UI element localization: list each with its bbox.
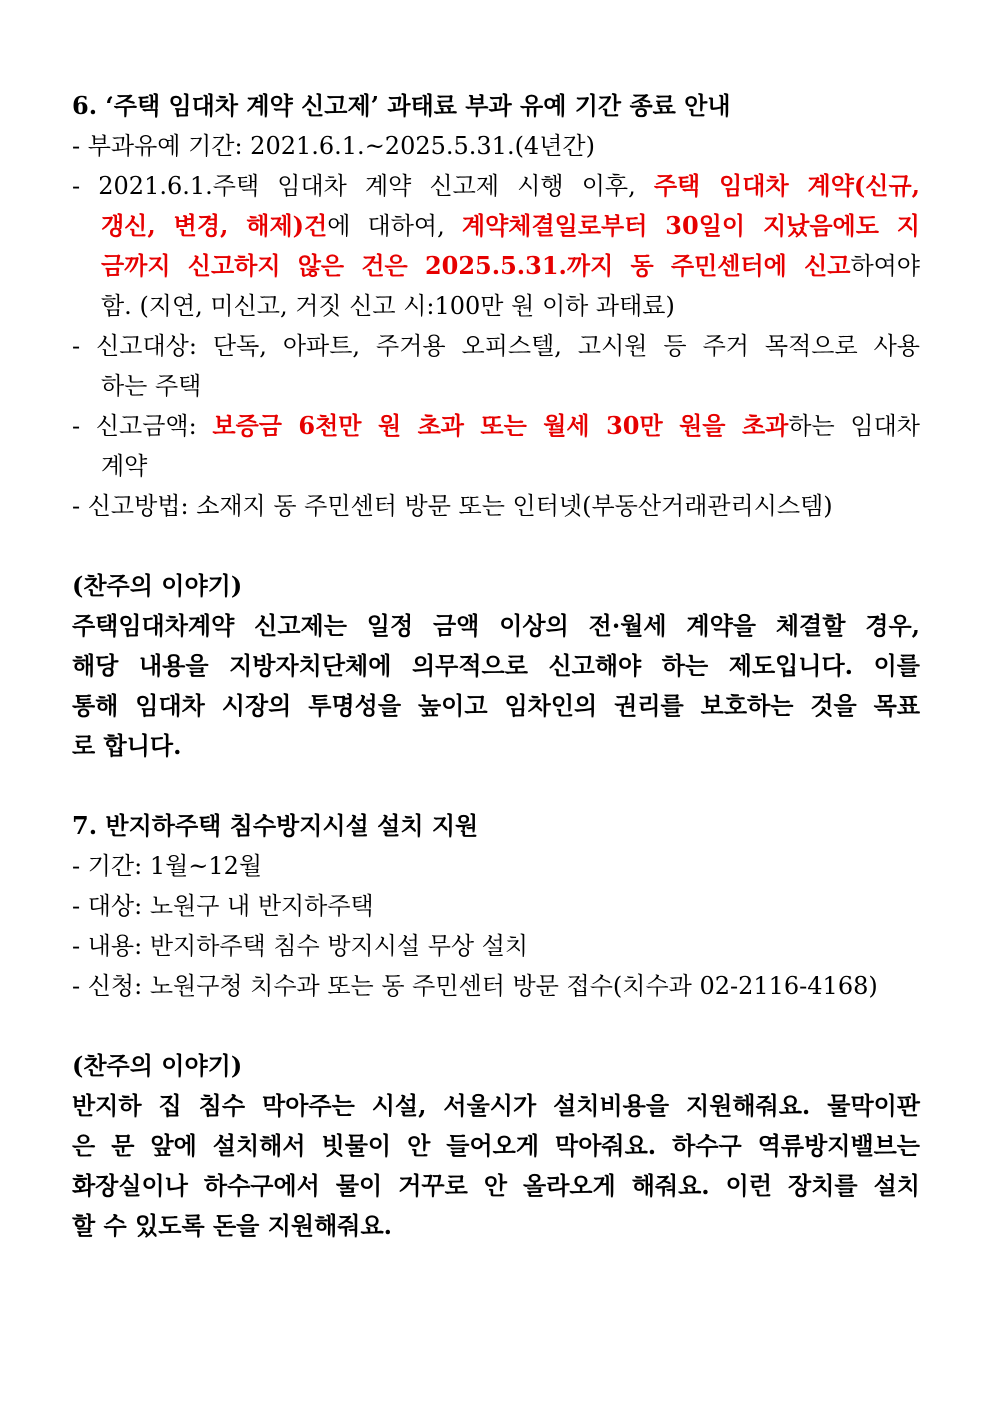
section6-item-target: - 신고대상: 단독, 아파트, 주거용 오피스텔, 고시원 등 주거 목적으로 사용 하는 주택 bbox=[72, 332, 920, 400]
story2-heading: (찬주의 이야기) bbox=[72, 1051, 243, 1080]
section7-item-content: - 내용: 반지하주택 침수 방지시설 무상 설치 bbox=[72, 932, 529, 960]
section6-item-contract-line2: 갱신, 변경, 해제)건에 대하여, 계약체결일로부터 30일이 지났음에도 지 bbox=[101, 211, 920, 240]
section6-title: 6. ‘주택 임대차 계약 신고제’ 과태료 부과 유예 기간 종료 안내 bbox=[72, 91, 731, 120]
story1-heading: (찬주의 이야기) bbox=[72, 571, 243, 600]
document-page bbox=[72, 86, 920, 1246]
section6-item-contract bbox=[72, 166, 920, 326]
section6-item-contract-line3: 금까지 신고하지 않은 건은 2025.5.31.까지 동 주민센터에 신고하여야 bbox=[101, 251, 920, 280]
section6-item-period: - 부과유예 기간: 2021.6.1.~2025.5.31.(4년간) bbox=[72, 132, 595, 160]
section7-item-target: - 대상: 노원구 내 반지하주택 bbox=[72, 892, 374, 920]
section6-item-contract-line4: 함. (지연, 미신고, 거짓 신고 시:100만 원 이하 과태료) bbox=[101, 292, 675, 320]
highlight-contract-types: 주택 임대차 계약(신규, bbox=[653, 171, 920, 200]
section6-item-amount: - 신고금액: 보증금 6천만 원 초과 또는 월세 30만 원을 초과하는 임대차 계약 bbox=[72, 411, 920, 480]
highlight-30days: 계약체결일로부터 30일이 지났음에도 지 bbox=[461, 211, 920, 240]
story2-paragraph: 반지하 집 침수 막아주는 시설, 서울시가 설치비용을 지원해줘요. 물막이판 은 문 앞에 설치해서 빗물이 안 들어오게 막아줘요. 하수구 역류방지밸브는 화장실이나 하수구에서 물이 거꾸로 안 올라오게 해줘요. 이런 장치를 설치 할 수 있도록 돈을 지원해줘요. bbox=[72, 1091, 920, 1240]
highlight-amount: 보증금 6천만 원 초과 또는 월세 30만 원을 초과 bbox=[212, 411, 789, 440]
section6-item-method: - 신고방법: 소재지 동 주민센터 방문 또는 인터넷(부동산거래관리시스템) bbox=[72, 492, 833, 520]
section7-title: 7. 반지하주택 침수방지시설 설치 지원 bbox=[72, 811, 479, 840]
section7-item-period: - 기간: 1월~12월 bbox=[72, 852, 263, 880]
section6-item-contract-line1: - 2021.6.1.주택 임대차 계약 신고제 시행 이후, 주택 임대차 계약(신규, bbox=[72, 171, 920, 200]
story1-paragraph: 주택임대차계약 신고제는 일정 금액 이상의 전·월세 계약을 체결할 경우, 해당 내용을 지방자치단체에 의무적으로 신고해야 하는 제도입니다. 이를 통해 임대차 시장의 투명성을 높이고 임차인의 권리를 보호하는 것을 목표 로 합니다. bbox=[72, 611, 920, 760]
highlight-deadline: 금까지 신고하지 않은 건은 2025.5.31.까지 동 주민센터에 신고 bbox=[101, 251, 851, 280]
section7-item-apply: - 신청: 노원구청 치수과 또는 동 주민센터 방문 접수(치수과 02-2116-4168) bbox=[72, 972, 878, 1000]
